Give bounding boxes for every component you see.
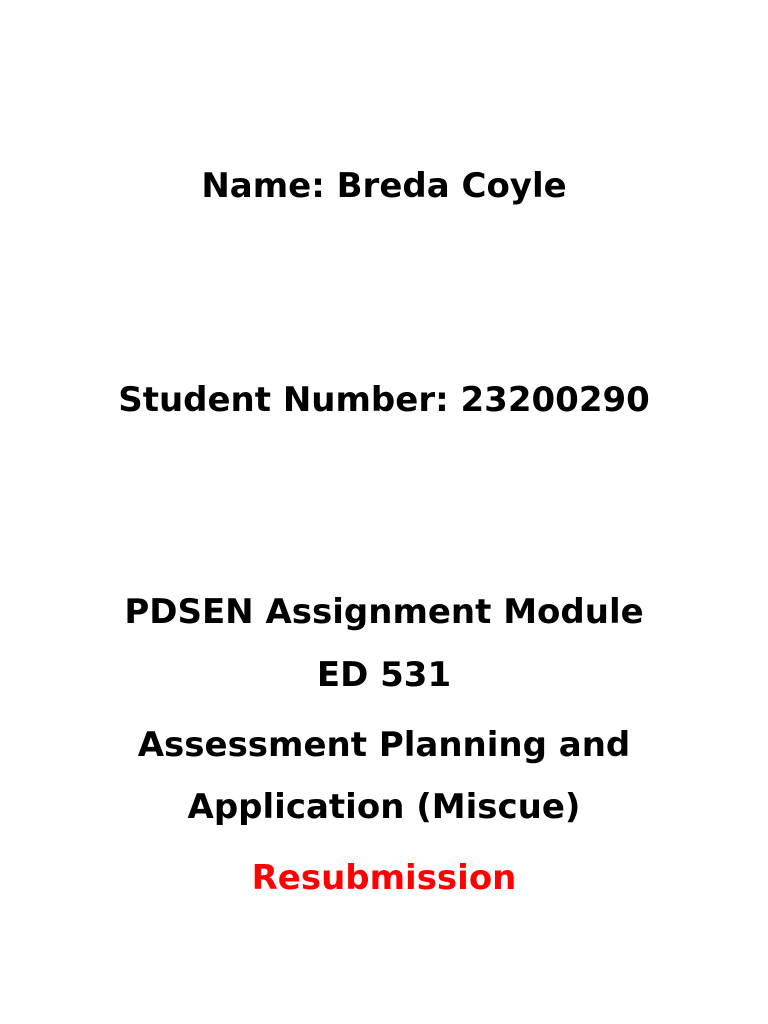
assignment-title-line-1: Assessment Planning and xyxy=(137,725,631,765)
assignment-title-line-2: Application (Miscue) xyxy=(187,787,581,827)
student-number: Student Number: 23200290 xyxy=(118,380,650,420)
resubmission-label: Resubmission xyxy=(251,858,517,898)
module-title: PDSEN Assignment Module xyxy=(124,592,644,632)
module-code: ED 531 xyxy=(316,655,452,695)
student-name: Name: Breda Coyle xyxy=(201,166,567,206)
